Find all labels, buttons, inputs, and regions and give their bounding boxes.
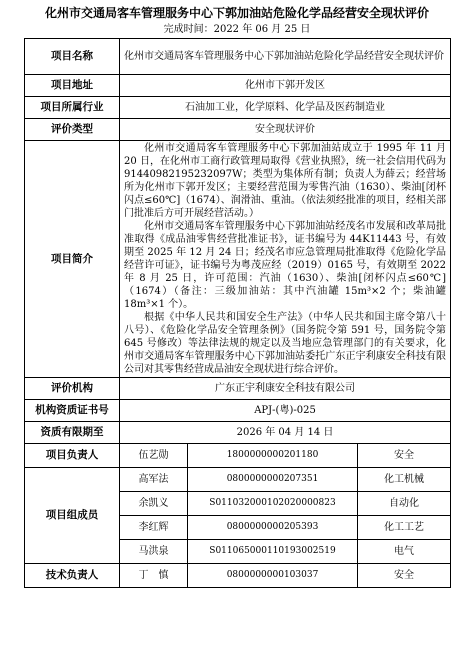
cert-expiry-value: 2026 年 04 月 14 日 bbox=[120, 422, 451, 444]
project-address-value: 化州市下郭开发区 bbox=[120, 75, 451, 97]
row-industry bbox=[25, 97, 451, 119]
team-member-specialty: 自动化 bbox=[358, 492, 451, 516]
intro-text bbox=[120, 141, 451, 378]
team-member-specialty: 电气 bbox=[358, 540, 451, 564]
team-member-name: 高军法 bbox=[120, 468, 188, 492]
row-project-address bbox=[25, 75, 451, 97]
row-intro bbox=[25, 141, 451, 378]
eval-org-value: 广东正宇利康安全科技有限公司 bbox=[120, 378, 451, 400]
intro-paragraph-2: 化州市交通局客车管理服务中心下郭加油站经茂名市发展和改革局批准取得《成品油零售经营批准证书》，证书编号为 44K11443 号，有效期至 2025 年 12 月 24 日；经茂名市应急管理局批准取得《危险化学品经营许可证》，证书编号为粤茂应经（2019）0165 号，有效期至 2022 年 8 月 25 日，许可范围：汽油（1630）、柴油[闭杯闪点≤60℃]（1674）（备注：三级加油站：其中汽油罐 15m³×2 个；柴油罐 18m³×1 个）。 bbox=[124, 221, 447, 310]
tech-leader-name: 丁 慎 bbox=[120, 564, 188, 588]
intro-paragraph-3: 根据《中华人民共和国安全生产法》（中华人民共和国主席令第八十八号）、《危险化学品安全管理条例》（国务院令第 591 号，国务院令第 645 号修改）等法律法规的规定以及当地应急管理部门的有关要求，化州市交通局客车管理服务中心下郭加油站委托广东正宇利康安全科技有限公司对其零售经营成品油安全现状进行综合评价。 bbox=[124, 312, 447, 375]
row-project-name bbox=[25, 39, 451, 75]
project-leader-specialty: 安全 bbox=[358, 444, 451, 468]
intro-paragraph-1: 化州市交通局客车管理服务中心下郭加油站成立于 1995 年 11 月 20 日，在化州市工商行政管理局取得《营业执照》，统一社会信用代码为 91440982195232097W；类型为集体所有制；负责人为薛云；经营场所为化州市下郭开发区；主要经营范围为零售汽油（1630）、柴油[闭杯闪点≤60℃]（1674）、润滑油、重油。（依法须经批准的项目，经相关部门批准后方可开展经营活动。） bbox=[124, 143, 447, 219]
eval-type-value: 安全现状评价 bbox=[120, 119, 451, 141]
project-address-label: 项目地址 bbox=[25, 75, 120, 97]
team-member-row bbox=[25, 468, 451, 492]
industry-label: 项目所属行业 bbox=[25, 97, 120, 119]
cert-expiry-label: 资质有限期至 bbox=[25, 422, 120, 444]
row-eval-type bbox=[25, 119, 451, 141]
team-member-cert: S011032000102020000823 bbox=[188, 492, 358, 516]
row-project-leader bbox=[25, 444, 451, 468]
team-member-cert: 0800000000207351 bbox=[188, 468, 358, 492]
document-title: 化州市交通局客车管理服务中心下郭加油站危险化学品经营安全现状评价 bbox=[44, 6, 429, 20]
project-leader-cert: 1800000000201180 bbox=[188, 444, 358, 468]
team-member-name: 李红辉 bbox=[120, 516, 188, 540]
cert-no-label: 机构资质证书号 bbox=[25, 400, 120, 422]
team-member-cert: S011065000110193002519 bbox=[188, 540, 358, 564]
row-tech-leader bbox=[25, 564, 451, 588]
project-name-value: 化州市交通局客车管理服务中心下郭加油站危险化学品经营安全现状评价 bbox=[120, 39, 451, 75]
project-leader-name: 伍艺勋 bbox=[120, 444, 188, 468]
cert-no-value: APJ-(粤)-025 bbox=[120, 400, 451, 422]
team-label: 项目组成员 bbox=[25, 468, 120, 564]
project-name-label: 项目名称 bbox=[25, 39, 120, 75]
tech-leader-cert: 0800000000103037 bbox=[188, 564, 358, 588]
project-leader-label: 项目负责人 bbox=[25, 444, 120, 468]
row-cert-expiry bbox=[25, 422, 451, 444]
team-member-name: 余凯义 bbox=[120, 492, 188, 516]
eval-type-label: 评价类型 bbox=[25, 119, 120, 141]
team-member-cert: 0800000000205393 bbox=[188, 516, 358, 540]
tech-leader-specialty: 安全 bbox=[358, 564, 451, 588]
row-eval-org bbox=[25, 378, 451, 400]
team-member-specialty: 化工工艺 bbox=[358, 516, 451, 540]
intro-label: 项目简介 bbox=[25, 141, 120, 378]
team-member-specialty: 化工机械 bbox=[358, 468, 451, 492]
team-member-name: 马洪泉 bbox=[120, 540, 188, 564]
completion-date: 完成时间：2022 年 06 月 25 日 bbox=[163, 24, 311, 35]
row-cert-no bbox=[25, 400, 451, 422]
eval-org-label: 评价机构 bbox=[25, 378, 120, 400]
tech-leader-label: 技术负责人 bbox=[25, 564, 120, 588]
evaluation-info-table bbox=[24, 38, 451, 588]
industry-value: 石油加工业，化学原料、化学品及医药制造业 bbox=[120, 97, 451, 119]
